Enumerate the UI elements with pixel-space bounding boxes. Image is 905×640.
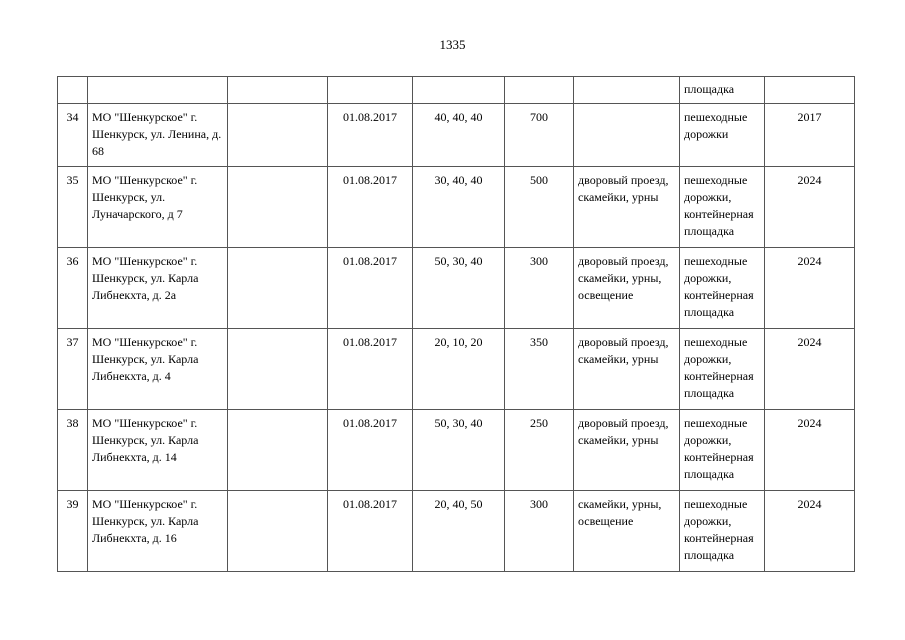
cell-walk-items: пешеходные дорожки <box>680 104 765 167</box>
cell-number: 36 <box>58 248 88 329</box>
cell-date: 01.08.2017 <box>328 167 413 248</box>
cell-address: МО "Шенкурское" г. Шенкурск, ул. Ленина, д. 68 <box>88 104 228 167</box>
cell-number: 35 <box>58 167 88 248</box>
cell-number: 37 <box>58 329 88 410</box>
cell-yard-items: дворовый проезд, скамейки, урны <box>574 329 680 410</box>
cell-sizes <box>413 77 505 104</box>
cell-walk-items: пешеходные дорожки, контейнерная площадка <box>680 167 765 248</box>
cell-yard-items: дворовый проезд, скамейки, урны <box>574 167 680 248</box>
table-row <box>58 248 855 329</box>
cell-year: 2017 <box>765 104 855 167</box>
cell-year: 2024 <box>765 248 855 329</box>
cell-area: 300 <box>505 248 574 329</box>
table-row <box>58 491 855 572</box>
cell-walk-items: пешеходные дорожки, контейнерная площадка <box>680 329 765 410</box>
cell-area: 500 <box>505 167 574 248</box>
table-row-continuation <box>58 77 855 104</box>
cell-col3 <box>228 329 328 410</box>
cell-yard-items: дворовый проезд, скамейки, урны, освещение <box>574 248 680 329</box>
cell-address: МО "Шенкурское" г. Шенкурск, ул. Луначарского, д 7 <box>88 167 228 248</box>
cell-sizes: 40, 40, 40 <box>413 104 505 167</box>
cell-walk-items: пешеходные дорожки, контейнерная площадка <box>680 410 765 491</box>
cell-address: МО "Шенкурское" г. Шенкурск, ул. Карла Либнекхта, д. 14 <box>88 410 228 491</box>
cell-sizes: 50, 30, 40 <box>413 410 505 491</box>
table-row <box>58 167 855 248</box>
cell-yard-items <box>574 77 680 104</box>
cell-number <box>58 77 88 104</box>
cell-date <box>328 77 413 104</box>
registry-table <box>57 76 855 572</box>
cell-year: 2024 <box>765 491 855 572</box>
table-row <box>58 329 855 410</box>
cell-col3 <box>228 410 328 491</box>
table-row <box>58 410 855 491</box>
cell-sizes: 20, 40, 50 <box>413 491 505 572</box>
cell-sizes: 20, 10, 20 <box>413 329 505 410</box>
cell-year: 2024 <box>765 167 855 248</box>
cell-date: 01.08.2017 <box>328 329 413 410</box>
cell-col3 <box>228 77 328 104</box>
cell-address: МО "Шенкурское" г. Шенкурск, ул. Карла Либнекхта, д. 16 <box>88 491 228 572</box>
cell-date: 01.08.2017 <box>328 491 413 572</box>
cell-area: 350 <box>505 329 574 410</box>
cell-yard-items: дворовый проезд, скамейки, урны <box>574 410 680 491</box>
cell-year: 2024 <box>765 410 855 491</box>
cell-number: 39 <box>58 491 88 572</box>
cell-area: 300 <box>505 491 574 572</box>
cell-walk-items: площадка <box>680 77 765 104</box>
page-number: 1335 <box>439 37 466 52</box>
cell-date: 01.08.2017 <box>328 104 413 167</box>
cell-yard-items: скамейки, урны, освещение <box>574 491 680 572</box>
cell-area <box>505 77 574 104</box>
cell-year: 2024 <box>765 329 855 410</box>
cell-address <box>88 77 228 104</box>
cell-address: МО "Шенкурское" г. Шенкурск, ул. Карла Либнекхта, д. 4 <box>88 329 228 410</box>
cell-year <box>765 77 855 104</box>
cell-number: 34 <box>58 104 88 167</box>
cell-col3 <box>228 104 328 167</box>
cell-address: МО "Шенкурское" г. Шенкурск, ул. Карла Либнекхта, д. 2а <box>88 248 228 329</box>
cell-area: 700 <box>505 104 574 167</box>
cell-date: 01.08.2017 <box>328 410 413 491</box>
cell-yard-items <box>574 104 680 167</box>
cell-col3 <box>228 248 328 329</box>
cell-sizes: 30, 40, 40 <box>413 167 505 248</box>
cell-sizes: 50, 30, 40 <box>413 248 505 329</box>
cell-col3 <box>228 491 328 572</box>
cell-number: 38 <box>58 410 88 491</box>
cell-area: 250 <box>505 410 574 491</box>
table-row <box>58 104 855 167</box>
cell-date: 01.08.2017 <box>328 248 413 329</box>
cell-walk-items: пешеходные дорожки, контейнерная площадка <box>680 491 765 572</box>
cell-col3 <box>228 167 328 248</box>
cell-walk-items: пешеходные дорожки, контейнерная площадка <box>680 248 765 329</box>
